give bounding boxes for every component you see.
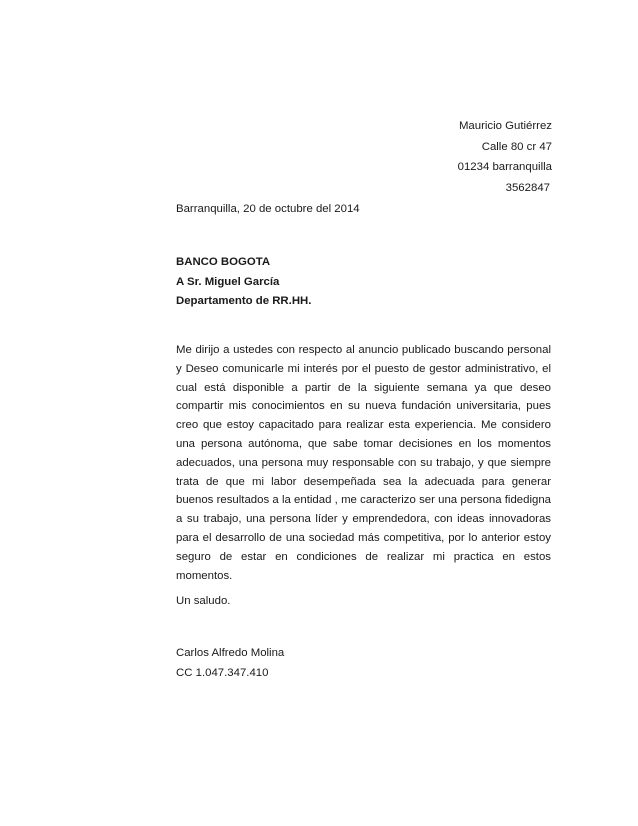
recipient-department: Departamento de RR.HH. bbox=[176, 295, 312, 307]
closing-line: Un saludo. bbox=[176, 595, 231, 607]
recipient-person: A Sr. Miguel García bbox=[176, 275, 280, 288]
date-line: Barranquilla, 20 de octubre del 2014 bbox=[176, 203, 360, 215]
signature-block bbox=[176, 644, 284, 683]
recipient-block bbox=[176, 253, 311, 312]
sender-phone: 3562847 bbox=[505, 181, 550, 194]
signature-id: CC 1.047.347.410 bbox=[176, 666, 269, 679]
letter-body: Me dirijo a ustedes con respecto al anuncio publicado buscando personal y Deseo comunicarle mi interés por el puesto de gestor administrativo, el cual está disponible a partir de la siguiente semana ya que deseo compartir mis conocimientos en su nueva fundación universitaria, pues creo que estoy capacitado para realizar esta experiencia. Me considero una persona autónoma, que sabe tomar decisiones en los momentos adecuados, una persona muy responsable con su trabajo, y que siempre trata de que mi labor desempeñada sea la adecuada para generar buenos resultados a la entidad , me caracterizo ser una persona fidedigna a su trabajo, una persona líder y emprendedora, con ideas innovadoras para el desarrollo de una sociedad más competitiva, por lo anterior estoy seguro de estar en condiciones de realizar mi practica en estos momentos. bbox=[176, 344, 551, 582]
sender-city: 01234 barranquilla bbox=[457, 161, 552, 173]
sender-block bbox=[420, 116, 552, 198]
sender-name: Mauricio Gutiérrez bbox=[458, 120, 552, 132]
recipient-company: BANCO BOGOTA bbox=[176, 256, 271, 268]
signature-name: Carlos Alfredo Molina bbox=[176, 647, 285, 659]
sender-address: Calle 80 cr 47 bbox=[481, 140, 552, 153]
